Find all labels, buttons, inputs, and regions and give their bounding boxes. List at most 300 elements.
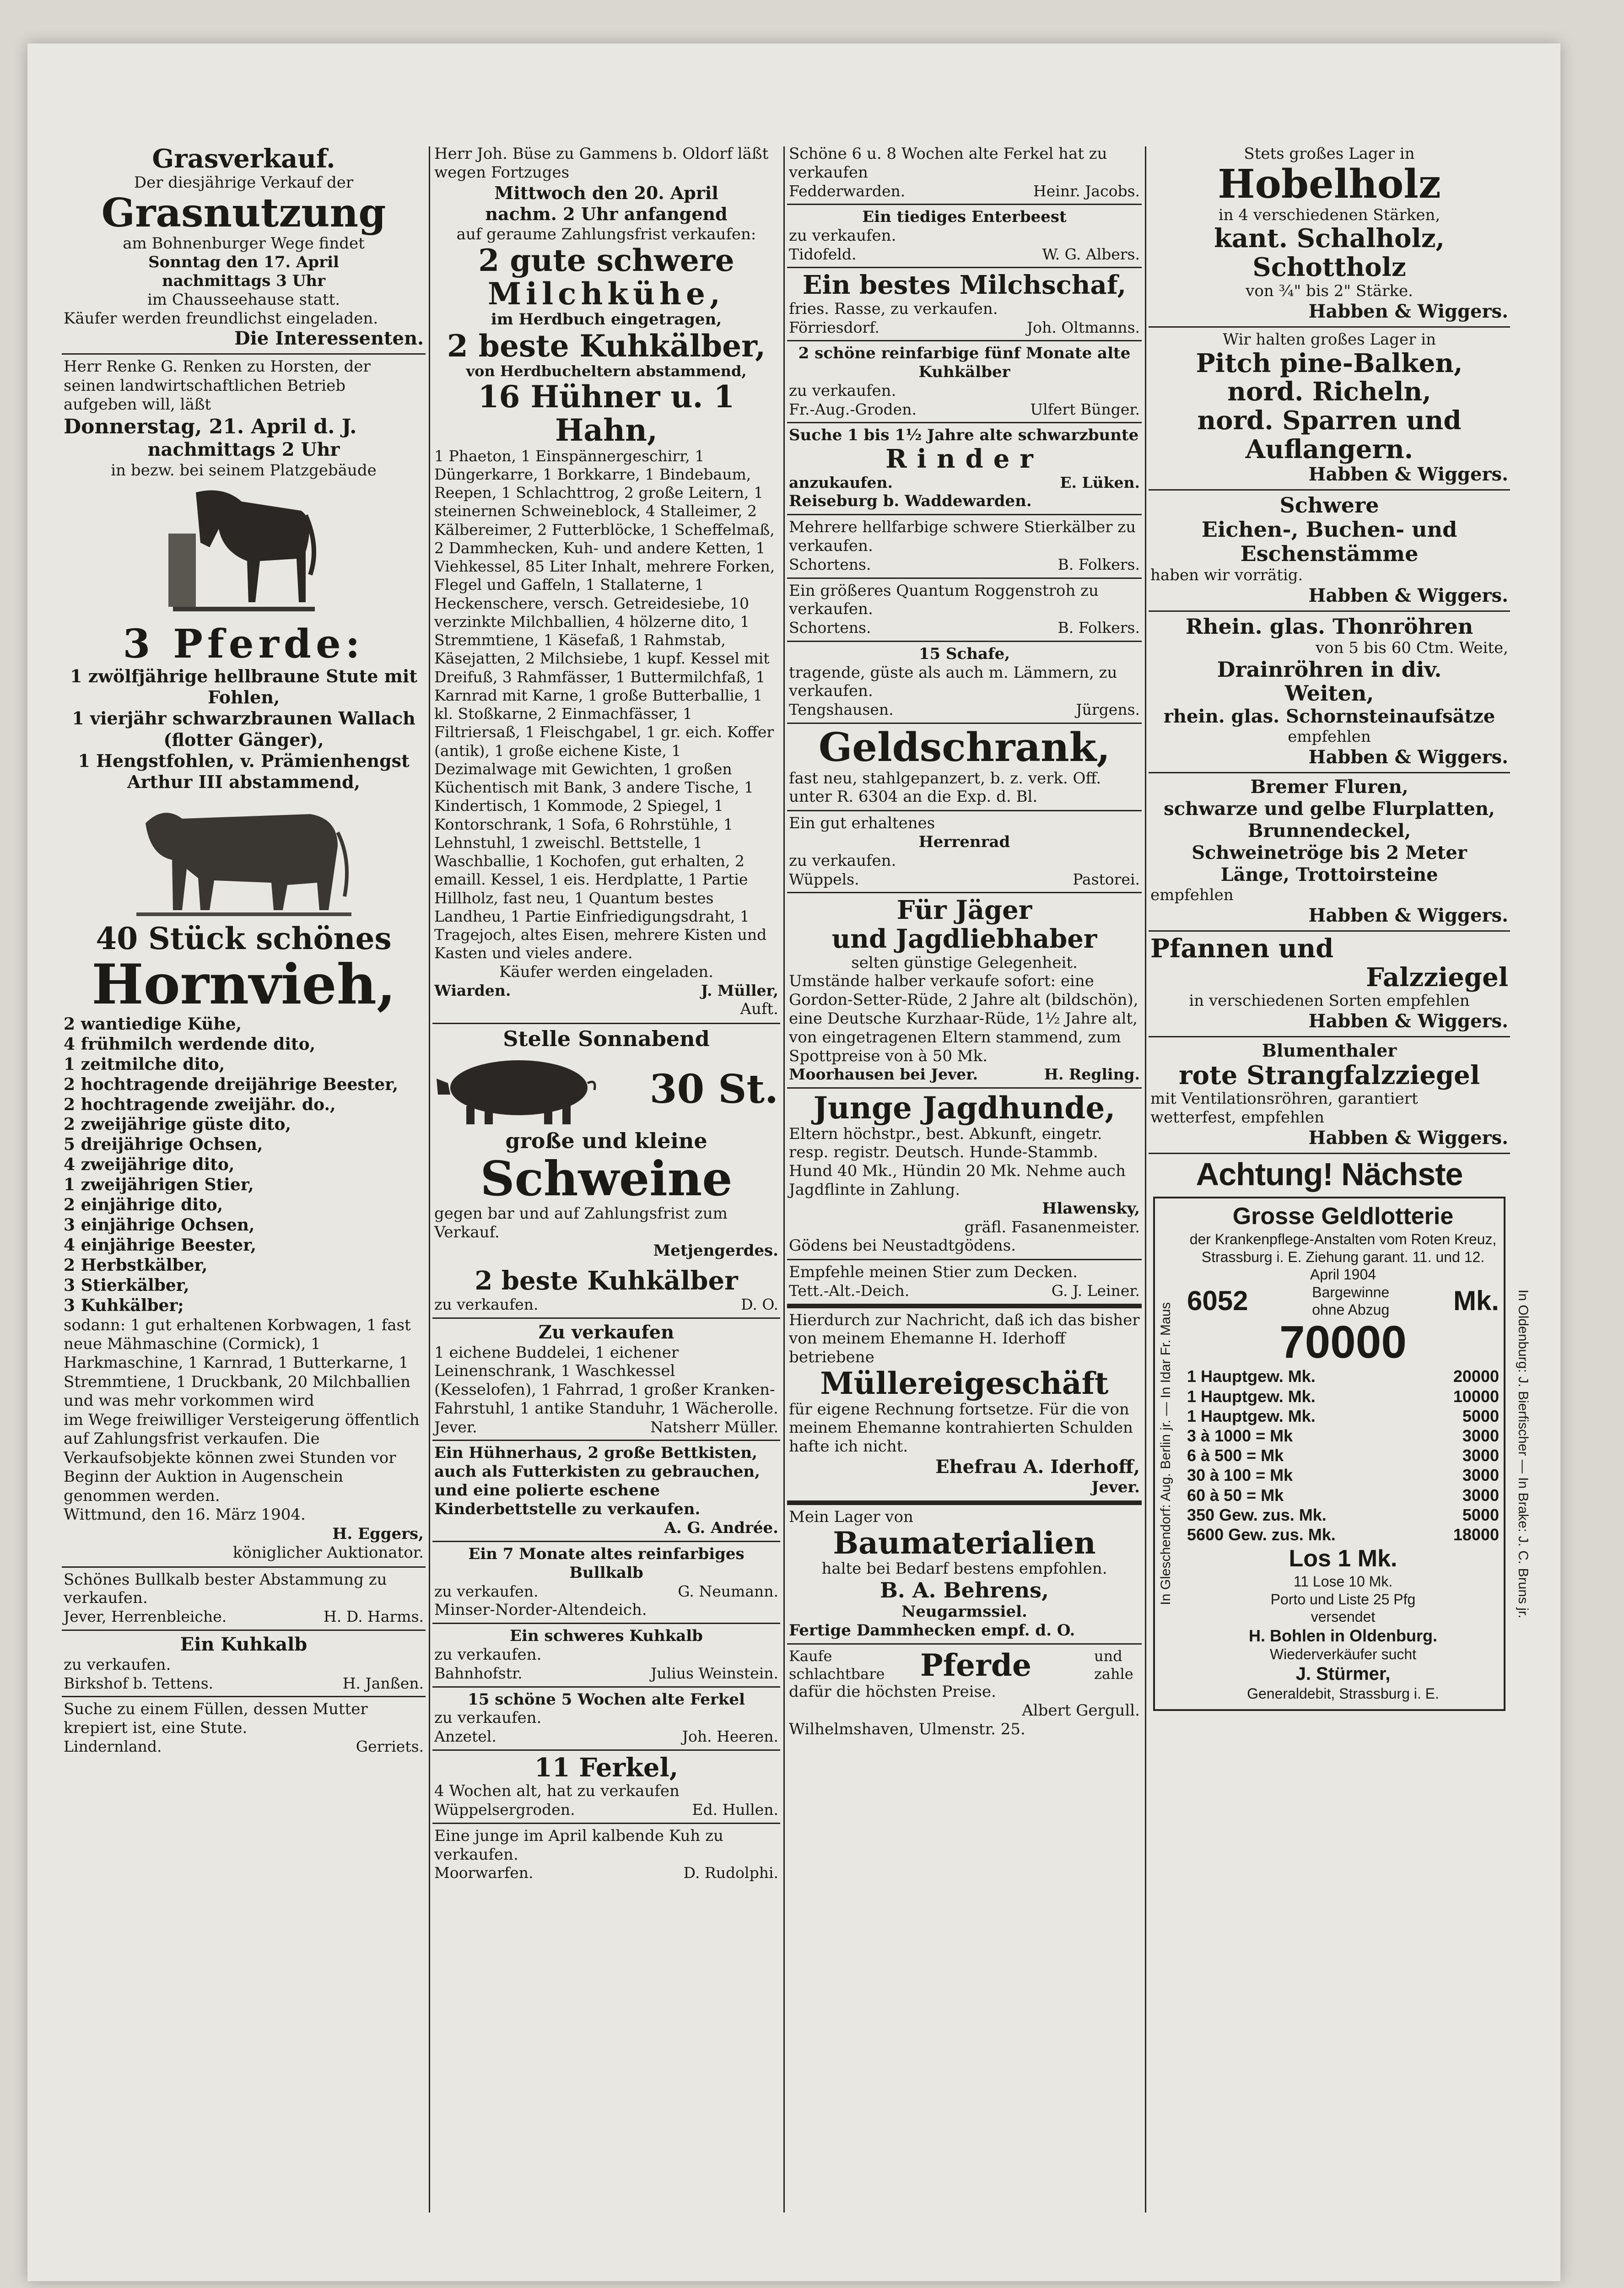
ad-text: Stets großes Lager in <box>1244 145 1415 163</box>
ad-text: Suche zu einem Füllen, dessen Mutter krepiert ist, eine Stute. <box>64 1700 368 1737</box>
table-row <box>1187 1485 1499 1505</box>
ad-pferde <box>787 1643 1142 1742</box>
ad-time: nachm. 2 Uhr anfangend <box>485 204 728 225</box>
ad-headline: Ein schweres Kuhkalb <box>510 1627 703 1646</box>
column-rule <box>783 146 785 2212</box>
ad-item: 1 vierjähr schwarzbraunen Wallach (flotter Gänger), <box>72 708 415 750</box>
ad-place: Moorwarfen. <box>434 1864 534 1882</box>
ad-place: Anzetel. <box>434 1727 496 1746</box>
table-row <box>1187 1387 1499 1406</box>
ad-signature: D. Rudolphi. <box>683 1864 778 1882</box>
ad-text: empfehlen <box>1150 886 1234 905</box>
ad-place: Tett.-Alt.-Deich. <box>789 1281 910 1300</box>
ad-schafe <box>787 641 1142 723</box>
list-item: 4 zweijährige dito, <box>64 1155 235 1175</box>
ad-text: auf geraume Zahlungsfrist verkaufen: <box>456 225 756 243</box>
ad-text: Mein Lager von <box>789 1507 913 1526</box>
ad-stute <box>62 1696 426 1759</box>
ad-text: haben wir vorrätig. <box>1150 566 1303 585</box>
ad-text: Ein gut erhaltenes <box>789 814 935 833</box>
ad-stierkaelber <box>787 514 1142 577</box>
ad-text: Fertige Dammhecken empf. d. O. <box>789 1621 1075 1640</box>
ad-signature: Ulfert Bünger. <box>1030 400 1140 418</box>
ad-headline: schwarze und gelbe Flurplatten, <box>1164 798 1495 820</box>
ad-text: im Chausseehause statt. <box>147 290 340 309</box>
ad-place: Neugarmssiel. <box>901 1602 1027 1621</box>
ad-place: Wüppelsergroden. <box>434 1801 575 1819</box>
ad-place: Wiarden. <box>434 982 511 1000</box>
ad-ferkel <box>432 1686 780 1749</box>
ad-geldschrank <box>787 723 1142 810</box>
list-item: 1 zeitmilche dito, <box>64 1054 225 1074</box>
ad-signature: Habben & Wiggers. <box>1308 904 1508 926</box>
ad-headline: Pitch pine-Balken, <box>1196 348 1463 378</box>
ad-headline: Pfannen und <box>1150 933 1334 964</box>
ad-headline: rote Strangfalzziegel <box>1178 1060 1480 1090</box>
lottery-number: 6052 <box>1187 1285 1248 1316</box>
ad-schweine <box>432 1023 780 1264</box>
ad-place: Tidofeld. <box>789 245 857 263</box>
ad-text: in bezw. bei seinem Platzgebäude <box>111 461 377 480</box>
ad-headline: 16 Hühner u. 1 Hahn, <box>478 379 735 448</box>
ad-headline: 2 beste Kuhkälber, <box>447 328 766 364</box>
ad-stier <box>787 1259 1142 1303</box>
prize-label: 1 Hauptgew. Mk. <box>1187 1406 1316 1425</box>
ad-headline: kant. Schalholz, <box>1214 223 1445 254</box>
ad-text: tragende, güste als auch m. Lämmern, zu verkaufen. <box>789 663 1117 701</box>
prize-label: 350 Gew. zus. Mk. <box>1187 1505 1327 1524</box>
ad-text: selten günstige Gelegenheit. <box>851 953 1078 972</box>
ad-text: Schönes Bullkalb bester Abstammung zu verkaufen. <box>64 1570 387 1608</box>
ad-text: Käufer werden eingeladen. <box>499 962 713 981</box>
ad-text: zu verkaufen. <box>434 1295 539 1313</box>
ad-text: zu verkaufen. <box>789 226 896 245</box>
ad-grasverkauf <box>62 142 426 353</box>
lottery-price: Los 1 Mk. <box>1289 1545 1397 1572</box>
lottery-text: der Krankenpflege-Anstalten vom Roten Kreuz, Strassburg i. E. Ziehung garant. 11. und 12. April 1904 <box>1189 1231 1497 1283</box>
ad-headline: Schweinetröge bis 2 Meter <box>1192 842 1467 864</box>
ad-text: gräfl. Fasanenmeister. <box>964 1218 1140 1236</box>
ad-headline: Bremer Fluren, <box>1250 776 1408 798</box>
prize-value: 18000 <box>1453 1525 1499 1544</box>
ad-jagdhunde <box>787 1087 1142 1259</box>
ad-text: Wir halten großes Lager in <box>1223 330 1436 349</box>
ad-place: Gödens bei Neustadtgödens. <box>789 1236 1016 1255</box>
ad-headline: Rhein. glas. Thonröhren <box>1185 614 1473 639</box>
lottery-text: Wiederverkäufer sucht <box>1269 1646 1417 1662</box>
ad-stammholz <box>1149 489 1510 610</box>
column-3 <box>787 142 1142 2219</box>
ad-text: im Wege freiwilliger Versteigerung öffentlich auf Zahlungsfrist verkaufen. Die Verkaufsobjekte können zwei Stunden vor Beginn der Auktion in Augenschein genommen werden. <box>64 1410 420 1505</box>
ad-signature: Pastorei. <box>1073 870 1140 888</box>
ad-text: Herr Renke G. Renken zu Horsten, der seinen landwirtschaftlichen Betrieb aufgeben will, läßt <box>64 357 371 414</box>
ad-headline: 11 Ferkel, <box>534 1752 679 1783</box>
lottery-title: Grosse Geldlotterie <box>1232 1203 1454 1230</box>
ad-headline: Milchkühe, <box>487 275 725 312</box>
ad-text: fast neu, stahlgepanzert, b. z. verk. Off. unter R. 6304 an die Exp. d. Bl. <box>789 769 1101 806</box>
ad-headline: nord. Richeln, <box>1227 377 1431 407</box>
ad-auction-buese <box>432 142 780 1023</box>
list-item: 2 hochtragende dreijährige Beester, <box>64 1074 399 1094</box>
lottery-side-text: In Gleschendorf: Aug. Berlin jr. — In Idar Fr. Maus <box>1158 1302 1173 1605</box>
ad-place: Jever, Herrenbleiche. <box>64 1608 227 1626</box>
ad-thonroehren <box>1149 610 1510 772</box>
ad-signature: Joh. Heeren. <box>682 1727 778 1746</box>
ad-place: Moorhausen bei Jever. <box>789 1065 978 1084</box>
ad-pfannen <box>1149 930 1510 1036</box>
prize-value: 20000 <box>1453 1367 1499 1386</box>
ad-signature: B. A. Behrens, <box>879 1577 1049 1603</box>
ad-text: für eigene Rechnung fortsetze. Für die von meinem Ehemanne kontrahierten Schulden hafte ich nicht. <box>789 1400 1133 1456</box>
ad-huehnerhaus <box>432 1440 780 1541</box>
ad-headline: Herrenrad <box>918 833 1010 851</box>
ad-time: nachmittags 2 Uhr <box>147 439 340 461</box>
ad-text: Der diesjährige Verkauf der <box>134 173 354 192</box>
ad-text: Umstände halber verkaufe sofort: eine Gordon-Setter-Rüde, 2 Jahre alt (bildschön), eine Deutsche Kurzhaar-Rüde, 1½ Jahre alt, von eingetragenen Eltern stammend, zum Spottpreise von à 50 Mk. <box>789 972 1138 1065</box>
horse-illustration <box>168 483 319 621</box>
ad-item: 1 Hengstfohlen, v. Prämienhengst Arthur III abstammend, <box>78 750 410 793</box>
prize-value: 3000 <box>1462 1446 1499 1465</box>
ad-headline: Rinder <box>885 444 1043 475</box>
ad-text: am Bohnenburger Wege findet <box>123 234 365 253</box>
ad-falzziegel <box>1149 1036 1510 1153</box>
ad-text: Hierdurch zur Nachricht, daß ich das bisher von meinem Ehemanne H. Iderhoff betriebene <box>789 1311 1140 1367</box>
ad-headline: Pferde <box>920 1647 1031 1683</box>
ad-bullkalb <box>432 1541 780 1623</box>
lottery-text: 11 Lose 10 Mk. <box>1293 1573 1393 1590</box>
ad-ferkel-11 <box>432 1749 780 1823</box>
ad-place: Tengshausen. <box>789 701 894 719</box>
prize-value: 10000 <box>1453 1387 1499 1406</box>
ad-place: Wilhelmshaven, Ulmenstr. 25. <box>789 1720 1025 1738</box>
ad-kuhkalb <box>432 1623 780 1686</box>
lottery-banner: Achtung! Nächste <box>1196 1156 1463 1193</box>
list-item: 2 wantiedige Kühe, <box>64 1014 242 1034</box>
ad-signature: Habben & Wiggers. <box>1308 1010 1508 1032</box>
table-row <box>1187 1446 1499 1465</box>
ad-text: zu verkaufen. <box>64 1655 171 1674</box>
ad-text: Wittmund, den 16. März 1904. <box>64 1506 306 1524</box>
ad-headline: Junge Jagdhunde, <box>813 1090 1116 1126</box>
lottery-seller: H. Bohlen in Oldenburg. <box>1249 1626 1437 1645</box>
ad-headline: Falzziegel <box>1366 962 1508 993</box>
list-item: 3 Stierkälber, <box>64 1275 189 1295</box>
ad-headline: 2 schöne reinfarbige fünf Monate alte Kuhkälber <box>798 344 1131 382</box>
ad-baumaterialien <box>787 1500 1142 1644</box>
ad-signature: Jürgens. <box>1076 701 1140 719</box>
ad-text: Mehrere hellfarbige schwere Stierkälber zu verkaufen. <box>789 518 1136 556</box>
ad-text: sodann: 1 gut erhaltenen Korbwagen, 1 fast neue Mähmaschine (Cormick), 1 Harkmaschine, 1 Karnrad, 1 Butterkarne, 1 Stremmtiene, 1 Druckbank, 20 Milchballien und was mehr vorkommen wird <box>64 1316 411 1410</box>
ad-text: Eine junge im April kalbende Kuh zu verkaufen. <box>434 1826 723 1864</box>
ad-text: anzukaufen. <box>789 473 893 491</box>
newspaper-page <box>27 43 1560 2281</box>
ad-rinder <box>787 422 1142 514</box>
prize-value: 5000 <box>1462 1406 1499 1425</box>
ad-signature: H. Janßen. <box>342 1674 424 1692</box>
prize-label: 60 à 50 = Mk <box>1187 1485 1284 1505</box>
ad-headline: 2 beste Kuhkälber <box>475 1266 738 1296</box>
ad-signature: Gerriets. <box>356 1737 424 1755</box>
ad-place: Schortens. <box>789 555 871 573</box>
ad-headline: Ein 7 Monate altes reinfarbiges Bullkalb <box>468 1545 745 1582</box>
list-item: 2 Herbstkälber, <box>64 1255 208 1275</box>
ad-text: 1 Phaeton, 1 Einspännergeschirr, 1 Düngerkarre, 1 Borkkarre, 1 Bindebaum, Reepen, 1 Schlachttrog, 2 große Leitern, 1 steinernen Schweineblock, 4 Stalleimer, 2 Kälbereimer, 2 Futterblöcke, 1 Scheffelmaß, 2 Dammhecken, Kuh- und andere Ketten, 1 Viehkessel, 85 Liter Inhalt, mehrere Forken, Flegel und Gaffeln, 1 Stallaterne, 1 Heckenschere, versch. Getreidesiebe, 10 verzinkte Milchballien, 4 hölzerne dito, 1 Stremmtiene, 1 Käsefaß, 1 Rahmstab, Käsejatten, 2 Milchsiebe, 1 kupf. Kessel mit Dreifuß, 3 Rahmfässer, 1 Buttermilchfaß, 1 Karnrad mit Karne, 1 große Butterballie, 1 kl. Stoßkarne, 2 Einmachfässer, 1 Filtriersaß, 1 Fleischgabel, 1 gr. eich. Koffer (antik), 1 große eichene Kiste, 1 Dezimalwage mit Gewichten, 1 großen Küchentisch mit Bank, 3 andere Tische, 1 Kindertisch, 1 Kommode, 2 Spiegel, 1 Kontorschrank, 1 Sofa, 6 Rohrstühle, 1 Lehnstuhl, 1 zweischl. Bettstelle, 1 Waschballie, 1 Kochofen, gut erhalten, 2 emaill. Kessel, 1 eis. Herdplatte, 1 Partie Hillholz, fast neu, 1 Quantum bestes Landheu, 1 Partie Einfriedigungsdraht, 1 Tragejoch, altes Eisen, mehrere Kisten und Kasten und vieles andere. <box>434 447 775 962</box>
ad-signature: B. Folkers. <box>1057 555 1140 573</box>
ad-text: Suche 1 bis 1½ Jahre alte schwarzbunte <box>789 426 1139 445</box>
ad-text: Empfehle meinen Stier zum Decken. <box>789 1263 1078 1282</box>
lottery-text: Generaldebit, Strassburg i. E. <box>1247 1685 1439 1702</box>
lottery-seller: J. Stürmer, <box>1295 1664 1391 1684</box>
prize-label: 1 Hauptgew. Mk. <box>1187 1367 1316 1386</box>
ad-text: und zahle <box>1094 1647 1133 1683</box>
ad-signature: G. J. Leiner. <box>1051 1281 1140 1300</box>
table-row <box>1187 1426 1499 1446</box>
ad-headline: Schwere <box>1279 493 1379 518</box>
prize-value: 3000 <box>1462 1426 1499 1445</box>
ad-signature: Hlawensky, <box>1042 1199 1140 1218</box>
ad-signature: königlicher Auktionator. <box>232 1543 424 1562</box>
lottery-box <box>1153 1197 1531 1711</box>
ad-herrenrad <box>787 810 1142 892</box>
lottery-prize-list <box>1187 1366 1499 1544</box>
ad-headline: Blumenthaler <box>1262 1040 1397 1061</box>
ad-place: Lindernland. <box>64 1737 162 1755</box>
ad-signature: Habben & Wiggers. <box>1308 1127 1508 1149</box>
ad-text: Käufer werden freundlichst eingeladen. <box>64 309 378 328</box>
cattle-illustration <box>136 796 351 919</box>
ad-roggenstroh <box>787 577 1142 641</box>
ad-fluren <box>1149 772 1510 930</box>
ad-signature: E. Lüken. <box>1060 473 1140 491</box>
ad-signature: Habben & Wiggers. <box>1308 746 1508 768</box>
list-item: 2 einjährige dito, <box>64 1195 223 1215</box>
ad-signature: H. Eggers, <box>332 1524 424 1543</box>
lottery-side-text: In Oldenburg: J. Bierfischer — In Brake: J. C. Bruns jr. <box>1516 1289 1531 1619</box>
ad-hobelholz <box>1149 142 1510 326</box>
ad-headline: Hornvieh, <box>92 952 396 1017</box>
ad-signature: Habben & Wiggers. <box>1308 584 1508 606</box>
ad-place: Reiseburg b. Waddewarden. <box>789 491 1032 510</box>
ad-place: Förriesdorf. <box>789 318 879 336</box>
ad-enterbeest <box>787 204 1142 267</box>
ad-signature: Ed. Hullen. <box>692 1801 778 1819</box>
ad-text: Ein größeres Quantum Roggenstroh zu verkaufen. <box>789 581 1099 619</box>
ad-kuhkaelber <box>787 340 1142 422</box>
ad-headline: nord. Sparren und <box>1197 405 1462 436</box>
ad-text: in 4 verschiedenen Stärken, <box>1218 205 1441 224</box>
lottery-jackpot: 70000 <box>1279 1317 1407 1368</box>
lottery-text: Porto und Liste 25 Pfg <box>1270 1591 1416 1608</box>
ad-kuhkalb <box>62 1630 426 1696</box>
ad-signature: Ehefrau A. Iderhoff, <box>935 1456 1140 1478</box>
ad-item: 1 zwölfjährige hellbraune Stute mit Fohlen, <box>70 665 417 707</box>
table-row <box>1187 1465 1499 1485</box>
list-item: 2 hochtragende zweijähr. do., <box>64 1095 336 1114</box>
list-item: 5 dreijährige Ochsen, <box>64 1135 263 1155</box>
ad-date: Donnerstag, 21. April d. J. <box>64 415 357 438</box>
ad-time: nachmittags 3 Uhr <box>162 271 326 290</box>
ad-headline: 3 Pferde: <box>123 621 365 667</box>
ad-subhead: im Herdbuch eingetragen, <box>491 310 722 329</box>
ad-text: gegen bar und auf Zahlungsfrist zum Verkauf. <box>434 1204 728 1241</box>
table-row <box>1187 1366 1499 1386</box>
ad-headline: Eschenstämme <box>1240 541 1419 567</box>
column-rule <box>1145 146 1146 2212</box>
ad-headline: Ein bestes Milchschaf, <box>802 270 1127 301</box>
ad-subhead: von Herdbucheltern abstammend, <box>466 362 747 380</box>
ad-place: Schortens. <box>789 619 871 637</box>
ad-signature: B. Folkers. <box>1057 619 1140 637</box>
ad-signature: Auft. <box>740 1000 778 1019</box>
column-rule <box>429 146 430 2212</box>
ad-headline: 2 gute schwere <box>478 243 734 279</box>
ad-headline: Ein tiediges Enterbeest <box>862 208 1067 227</box>
table-row <box>1187 1406 1499 1426</box>
ad-headline: Brunnendeckel, <box>1247 820 1411 842</box>
ad-place: Jever. <box>434 1418 477 1436</box>
ad-signature: Natsherr Müller. <box>650 1418 778 1436</box>
ad-date: Sonntag den 17. April <box>148 253 339 272</box>
list-item: 4 einjährige Beester, <box>64 1235 257 1255</box>
ad-text: Ein Hühnerhaus, 2 große Bettkisten, auch als Futterkisten zu gebrauchen, und eine polierte eschene Kinderbettstelle zu verkaufen. <box>434 1444 760 1518</box>
ad-text: Eltern höchstpr., best. Abkunft, eingetr. resp. registr. Deutsch. Hunde-Stammb. Hund 40 Mk., Hündin 20 Mk. Nehme auch Jagdflinte in Zahlung. <box>789 1124 1126 1199</box>
ad-signature: D. O. <box>741 1295 778 1313</box>
prize-value: 3000 <box>1462 1485 1499 1505</box>
pig-illustration <box>434 1051 599 1129</box>
ad-text: zu verkaufen. <box>434 1646 542 1664</box>
list-item: 3 einjährige Ochsen, <box>64 1215 255 1235</box>
ad-place: Birkshof b. Tettens. <box>64 1674 214 1692</box>
ad-signature: Julius Weinstein. <box>651 1664 778 1682</box>
ad-headline: Geldschrank, <box>818 724 1111 771</box>
list-item: 3 Kuhkälber; <box>64 1295 184 1315</box>
ad-signature: G. Neumann. <box>678 1582 778 1600</box>
ad-headline: Drainröhren in div. <box>1217 657 1442 682</box>
ad-place: Fr.-Aug.-Groden. <box>789 400 917 418</box>
ad-signature: Heinr. Jacobs. <box>1033 182 1140 200</box>
ad-signature: Habben & Wiggers. <box>1308 300 1508 322</box>
ad-signature: Habben & Wiggers. <box>1308 464 1508 486</box>
ad-text: dafür die höchsten Preise. <box>789 1683 996 1701</box>
ad-kuhkaelber <box>432 1264 780 1317</box>
ad-text: 4 Wochen alt, hat zu verkaufen <box>434 1782 680 1801</box>
ad-text: fries. Rasse, zu verkaufen. <box>789 300 998 318</box>
ad-text: halte bei Bedarf bestens empfohlen. <box>821 1560 1107 1578</box>
ad-text: Kaufe schlachtbare <box>789 1647 885 1683</box>
ad-place: Wüppels. <box>789 870 859 888</box>
ad-headline: Länge, Trottoirsteine <box>1220 864 1438 886</box>
ad-headline: Ein Kuhkalb <box>180 1633 308 1655</box>
ad-text: in verschiedenen Sorten empfehlen <box>1189 992 1470 1010</box>
prize-label: 3 à 1000 = Mk <box>1187 1426 1293 1445</box>
ad-signature: H. Regling. <box>1044 1065 1140 1084</box>
column-2 <box>432 142 780 2219</box>
prize-label: 5600 Gew. zus. Mk. <box>1187 1525 1336 1544</box>
prize-label: 6 à 500 = Mk <box>1187 1446 1284 1465</box>
ad-text: empfehlen <box>1288 728 1371 746</box>
ad-headline: Auflangern. <box>1245 434 1414 464</box>
ad-text: mit Ventilationsröhren, garantiert wetterfest, empfehlen <box>1150 1090 1418 1127</box>
ad-text: zu verkaufen. <box>789 851 896 870</box>
ad-signature: A. G. Andrée. <box>664 1518 778 1537</box>
ad-text: zu verkaufen. <box>434 1582 539 1600</box>
ad-headline: Grasnutzung <box>101 189 386 236</box>
table-row <box>1187 1525 1499 1544</box>
ad-headline: Stelle Sonnabend <box>503 1026 710 1051</box>
ad-place: Jever. <box>1091 1478 1140 1496</box>
ad-text: von 5 bis 60 Ctm. Weite, <box>1315 638 1508 657</box>
ad-zu-verkaufen <box>432 1317 780 1440</box>
ad-headline: 15 Schafe, <box>918 644 1010 663</box>
ad-place: Bahnhofstr. <box>434 1664 523 1682</box>
lottery-currency: Mk. <box>1453 1285 1499 1316</box>
ad-title: Grasverkauf. <box>152 144 335 174</box>
ad-jaeger <box>787 892 1142 1087</box>
prize-value: 3000 <box>1462 1466 1499 1485</box>
lottery-text: versendet <box>1311 1608 1376 1625</box>
column-4 <box>1149 142 1531 2219</box>
ad-ferkel <box>787 142 1142 204</box>
ad-headline: Weiten, <box>1284 681 1374 706</box>
ad-date: Mittwoch den 20. April <box>494 182 718 203</box>
prize-label: 1 Hauptgew. Mk. <box>1187 1387 1316 1406</box>
ad-headline: 40 Stück schönes <box>96 920 392 956</box>
ad-signature: Albert Gergull. <box>1022 1701 1140 1720</box>
ad-headline: Müllereigeschäft <box>820 1365 1109 1401</box>
ad-bullkalb <box>62 1566 426 1630</box>
ad-headline: rhein. glas. Schornsteinaufsätze <box>1163 706 1495 728</box>
ad-place: Minser-Norder-Altendeich. <box>434 1600 647 1619</box>
cattle-list <box>64 1014 424 1316</box>
ad-headline: Hobelholz <box>1218 161 1441 207</box>
table-row <box>1187 1505 1499 1525</box>
ad-headline: Baumaterialien <box>833 1525 1096 1561</box>
ad-headline: Schweine <box>480 1150 733 1207</box>
list-item: 2 zweijährige güste dito, <box>64 1115 291 1134</box>
ad-headline: Für Jäger <box>896 895 1032 926</box>
ad-auction-renken <box>62 353 426 1566</box>
ad-signature: Joh. Oltmanns. <box>1026 318 1140 336</box>
ad-subhead: große und kleine <box>505 1128 707 1153</box>
ad-milchschaf <box>787 267 1142 340</box>
list-item: 1 zweijährigen Stier, <box>64 1175 254 1195</box>
ad-lottery <box>1149 1153 1531 1717</box>
ad-text: Herr Joh. Büse zu Gammens b. Oldorf läßt wegen Fortzuges <box>434 145 769 182</box>
ad-balken <box>1149 326 1510 490</box>
ad-signature: Die Interessenten. <box>234 328 424 350</box>
ad-muellereigeschaeft <box>787 1304 1142 1500</box>
ad-kuh <box>432 1823 780 1886</box>
ad-headline: und Jagdliebhaber <box>831 923 1097 954</box>
prize-value: 5000 <box>1462 1505 1499 1524</box>
ad-signature: H. D. Harms. <box>324 1608 424 1626</box>
ad-headline: 15 schöne 5 Wochen alte Ferkel <box>468 1690 745 1709</box>
ad-text: zu verkaufen. <box>789 382 896 400</box>
ad-headline: Eichen-, Buchen- und <box>1201 517 1457 542</box>
ad-signature: J. Müller, <box>701 982 778 1000</box>
ad-text: 1 eichene Buddelei, 1 eichener Leinenschrank, 1 Waschkessel (Kesselofen), 1 Fahrrad, 1 großer Kranken-Fahrstuhl, 1 antike Standuhr, 1 Wächerolle. <box>434 1343 778 1418</box>
ad-signature: Metjengerdes. <box>653 1241 778 1260</box>
lottery-text: Bargewinne ohne Abzug <box>1312 1284 1390 1318</box>
ad-headline: Zu verkaufen <box>538 1321 674 1343</box>
prize-label: 30 à 100 = Mk <box>1187 1466 1293 1485</box>
ad-signature: W. G. Albers. <box>1042 245 1140 263</box>
list-item: 4 frühmilch werdende dito, <box>64 1034 316 1054</box>
ad-headline: 30 St. <box>649 1066 778 1113</box>
ad-place: Fedderwarden. <box>789 182 906 200</box>
ad-text: von ¾" bis 2" Stärke. <box>1246 281 1413 300</box>
column-1 <box>62 142 426 2219</box>
